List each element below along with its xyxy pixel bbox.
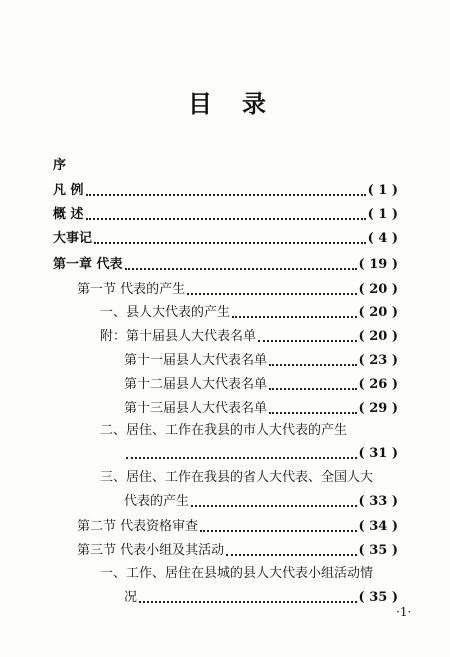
toc-entry-provincial-deputies[interactable]: 三、居住、工作在我县的省人大代表、全国人大: [100, 470, 374, 485]
leader-dots: [226, 542, 356, 556]
toc-title-char-1: 目: [188, 89, 212, 118]
leader-dots: [191, 493, 357, 507]
toc-entry-section-3[interactable]: 第三节 代表小组及其活动 ( 35 ): [77, 543, 398, 558]
leader-dots: [200, 518, 356, 532]
toc-entry-section-2[interactable]: 第二节 代表资格审查 ( 34 ): [77, 519, 398, 534]
toc-entry-group-activities[interactable]: 一、工作、居住在县城的县人大代表小组活动情: [100, 566, 374, 581]
toc-entry-chronicle[interactable]: 大事记 ( 4 ): [53, 231, 398, 246]
leader-dots: [269, 400, 357, 414]
leader-dots: [258, 328, 357, 342]
leader-dots: [269, 376, 357, 390]
leader-dots: [126, 445, 357, 459]
toc-entry-preface[interactable]: 序: [53, 158, 67, 173]
leader-dots: [139, 589, 357, 603]
toc-entry-list-11th[interactable]: 第十一届县人大代表名单 ( 23 ): [124, 353, 398, 368]
toc-entry-notes[interactable]: 凡 例 ( 1 ): [53, 183, 398, 198]
toc-entry-overview[interactable]: 概 述 ( 1 ): [53, 207, 398, 222]
toc-entry-chapter-1[interactable]: 第一章 代表 ( 19 ): [53, 257, 398, 272]
toc-entry-group-activities-cont[interactable]: 况 ( 35 ): [124, 590, 398, 605]
toc-entry-city-deputies-page[interactable]: ( 31 ): [124, 443, 398, 463]
leader-dots: [86, 182, 366, 196]
toc-title-char-2: 录: [242, 89, 266, 118]
toc-entry-city-deputies[interactable]: 二、居住、工作在我县的市人大代表的产生: [100, 423, 348, 438]
leader-dots: [187, 281, 356, 295]
leader-dots: [86, 206, 366, 220]
leader-dots: [269, 352, 357, 366]
leader-dots: [125, 256, 357, 270]
toc-entry-list-12th[interactable]: 第十二届县人大代表名单 ( 26 ): [124, 377, 398, 392]
toc-entry-county-deputies[interactable]: 一、县人大代表的产生 ( 20 ): [100, 305, 398, 320]
toc-entry-section-1[interactable]: 第一节 代表的产生 ( 20 ): [77, 282, 398, 297]
toc-entry-list-10th[interactable]: 附：第十届县人大代表名单 ( 20 ): [100, 329, 398, 344]
page-number: ·1·: [396, 605, 412, 619]
leader-dots: [94, 230, 366, 244]
toc-entry-list-13th[interactable]: 第十三届县人大代表名单 ( 29 ): [124, 401, 398, 416]
toc-entry-provincial-deputies-cont[interactable]: 代表的产生 ( 33 ): [124, 494, 398, 509]
leader-dots: [232, 304, 357, 318]
